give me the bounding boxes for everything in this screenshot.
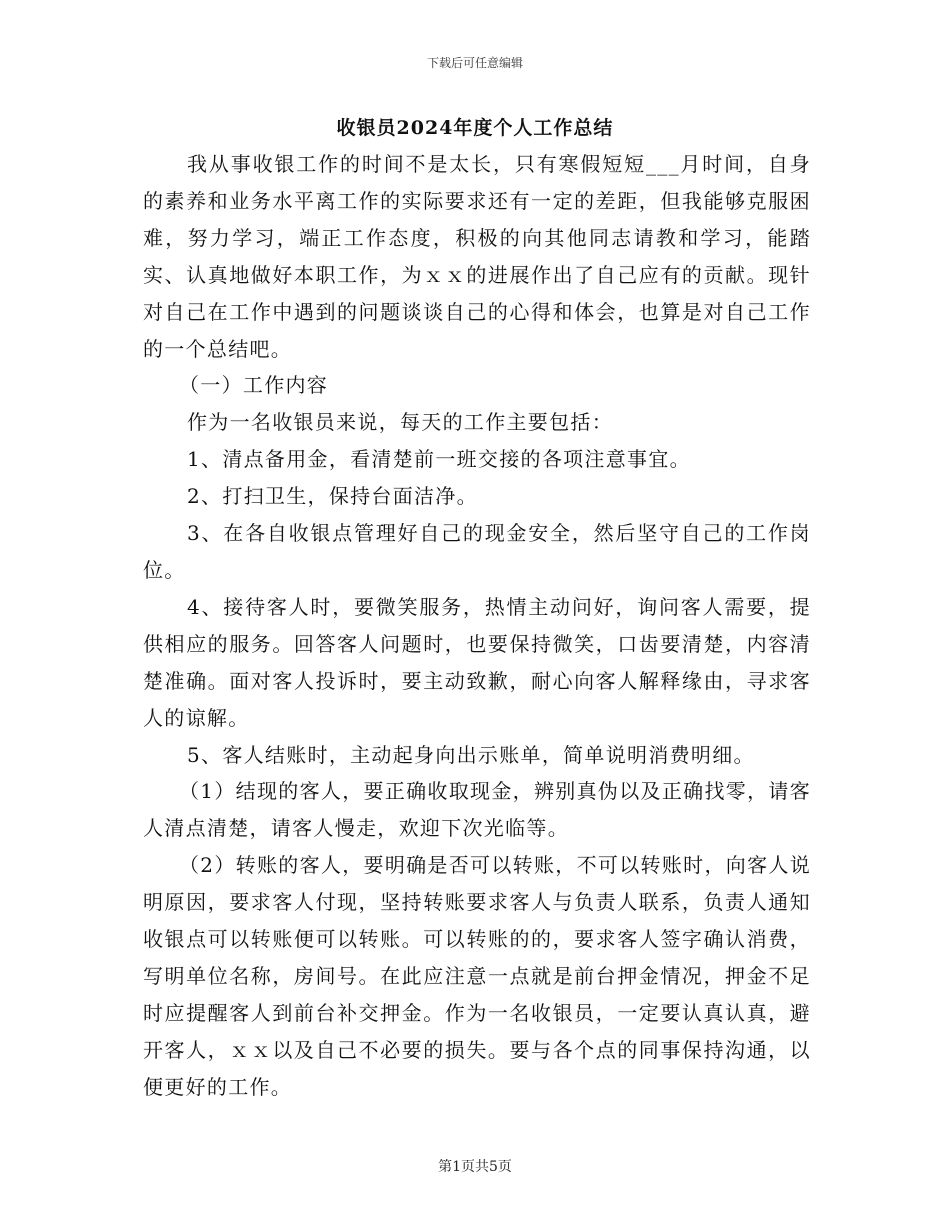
list-item-1: 1、清点备用金，看清楚前一班交接的各项注意事宜。 <box>187 447 691 472</box>
document-title: 收银员2024年度个人工作总结 <box>336 117 614 139</box>
list-item-5: 5、客人结账时，主动起身向出示账单，简单说明消费明细。 <box>187 742 755 767</box>
document-body <box>143 146 811 1106</box>
list-item-4: 4、接待客人时，要微笑服务，热情主动问好，询问客人需要，提供相应的服务。回答客人问题时，也要保持微笑，口齿要清楚，内容清楚准确。面对客人投诉时，要主动致歉，耐心向客人解释缘由，寻求客人的谅解。 <box>143 594 811 730</box>
page-number: 第1页共5页 <box>438 1159 512 1175</box>
sub-item-1: （1）结现的客人，要正确收取现金，辨别真伪以及正确找零，请客人清点清楚，请客人慢走，欢迎下次光临等。 <box>143 779 811 841</box>
list-item-2: 2、打扫卫生，保持台面洁净。 <box>187 484 478 509</box>
header-note: 下载后可任意编辑 <box>426 56 523 70</box>
paragraph-intro: 我从事收银工作的时间不是太长，只有寒假短短___月时间，自身的素养和业务水平离工作的实际要求还有一定的差距，但我能够克服困难，努力学习，端正工作态度，积极的向其他同志请教和学习，能踏实、认真地做好本职工作，为ｘｘ的进展作出了自己应有的贡献。现针对自己在工作中遇到的问题谈谈自己的心得和体会，也算是对自己工作的一个总结吧。 <box>143 152 811 361</box>
sub-item-2: （2）转账的客人，要明确是否可以转账，不可以转账时，向客人说明原因，要求客人付现，坚持转账要求客人与负责人联系，负责人通知收银点可以转账便可以转账。可以转账的的，要求客人签字确认消费，写明单位名称，房间号。在此应注意一点就是前台押金情况，押金不足时应提醒客人到前台补交押金。作为一名收银员，一定要认真认真，避开客人，ｘｘ以及自己不必要的损失。要与各个点的同事保持沟通，以便更好的工作。 <box>143 853 811 1099</box>
section-heading-work-content: （一）工作内容 <box>179 373 329 398</box>
list-item-3: 3、在各自收银点管理好自己的现金安全，然后坚守自己的工作岗位。 <box>143 521 811 582</box>
paragraph-duties-intro: 作为一名收银员来说，每天的工作主要包括： <box>187 410 613 435</box>
